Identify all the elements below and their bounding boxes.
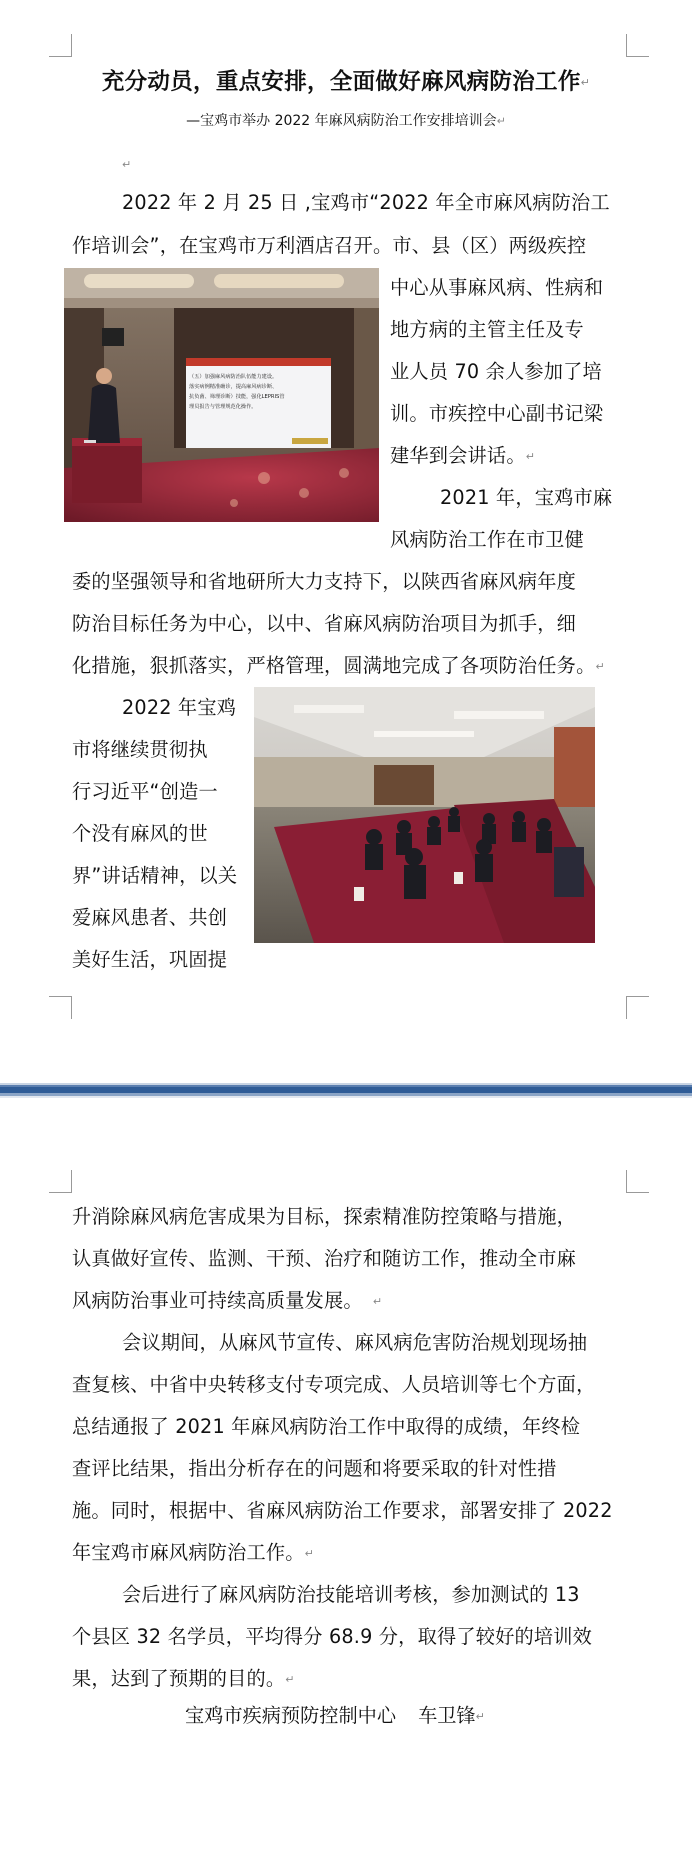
body-line: 风病防治工作在市卫健 — [390, 528, 584, 551]
paragraph-mark: ↵ — [525, 450, 536, 463]
body-line: 施。同时，根据中、省麻风病防治工作要求，部署安排了 2022 — [72, 1499, 613, 1522]
meeting-photo-speaker — [64, 268, 379, 522]
body-line: 果，达到了预期的目的。↵ — [72, 1667, 295, 1690]
paragraph-mark: ↵ — [304, 1547, 315, 1560]
signature-author: 车卫锋 — [418, 1704, 476, 1727]
paragraph-mark: ↵ — [475, 1710, 485, 1723]
paragraph-mark: ↵ — [372, 1295, 383, 1308]
body-line: 市将继续贯彻执 — [72, 738, 208, 761]
page-corner-mark — [49, 1170, 72, 1193]
body-line: 建华到会讲话。↵ — [390, 444, 536, 467]
body-line: 查复核、中省中央转移支付专项完成、人员培训等七个方面， — [72, 1373, 596, 1396]
body-line: 2022 年 2 月 25 日 ,宝鸡市“2022 年全市麻风病防治工 — [122, 191, 610, 214]
body-line: 会后进行了麻风病防治技能培训考核，参加测试的 13 — [122, 1583, 580, 1606]
body-line: 2021 年，宝鸡市麻 — [440, 486, 613, 509]
paragraph-mark: ↵ — [285, 1673, 295, 1686]
page-separator — [0, 1083, 692, 1098]
body-line: 化措施，狠抓落实，严格管理，圆满地完成了各项防治任务。↵ — [72, 654, 605, 677]
body-line: 升消除麻风病危害成果为目标，探索精准防控策略与措施， — [72, 1205, 577, 1228]
signature-org: 宝鸡市疾病预防控制中心 — [185, 1704, 397, 1727]
body-line: 查评比结果，指出分析存在的问题和将要采取的针对性措 — [72, 1457, 557, 1480]
body-line: 个没有麻风的世 — [72, 822, 208, 845]
body-line: 委的坚强领导和省地研所大力支持下，以陕西省麻风病年度 — [72, 570, 577, 593]
body-line: 业人员 70 余人参加了培 — [390, 360, 602, 383]
body-line: 个县区 32 名学员，平均得分 68.9 分，取得了较好的培训效 — [72, 1625, 593, 1648]
page-corner-mark — [626, 996, 649, 1019]
body-line: 地方病的主管主任及专 — [390, 318, 584, 341]
page-corner-mark — [49, 34, 72, 57]
slide-text-line: 理员报告与管理规范化操作。 — [189, 404, 257, 410]
paragraph-mark: ↵ — [122, 158, 132, 171]
body-line: 风病防治事业可持续高质量发展。 ↵ — [72, 1289, 383, 1312]
page-corner-mark — [626, 34, 649, 57]
body-line: 防治目标任务为中心，以中、省麻风病防治项目为抓手，细 — [72, 612, 577, 635]
document-subtitle: —宝鸡市举办 2022 年麻风病防治工作安排培训会↵ — [186, 113, 506, 129]
body-line: 中心从事麻风病、性病和 — [390, 276, 604, 299]
paragraph-mark: ↵ — [595, 660, 605, 673]
meeting-photo-audience — [254, 687, 595, 943]
paragraph-mark: ↵ — [580, 76, 591, 89]
body-line: 2022 年宝鸡 — [122, 696, 237, 719]
slide-text-line: 抗负菌、筛理诊断）技能，强化LEPRIS管 — [189, 394, 285, 400]
slide-text-line: 落实病例精准确诊，提高麻风病诊断、 — [189, 384, 278, 390]
signature-line — [185, 1702, 507, 1730]
body-line: 训。市疾控中心副书记梁 — [390, 402, 604, 425]
body-line: 界”讲话精神，以关 — [72, 864, 238, 887]
body-line: 作培训会”，在宝鸡市万利酒店召开。市、县（区）两级疾控 — [72, 234, 587, 257]
body-line: 爱麻风患者、共创 — [72, 906, 228, 929]
body-line: 年宝鸡市麻风病防治工作。↵ — [72, 1541, 315, 1564]
body-line: 认真做好宣传、监测、干预、治疗和随访工作，推动全市麻 — [72, 1247, 577, 1270]
page-corner-mark — [49, 996, 72, 1019]
document-title: 充分动员，重点安排，全面做好麻风病防治工作↵ — [101, 69, 591, 95]
body-line: 会议期间，从麻风节宣传、麻风病危害防治规划现场抽 — [122, 1331, 588, 1354]
body-line: 行习近平“创造一 — [72, 780, 218, 803]
body-line: 总结通报了 2021 年麻风病防治工作中取得的成绩，年终检 — [72, 1415, 581, 1438]
paragraph-mark: ↵ — [496, 114, 506, 128]
body-line: 美好生活，巩固提 — [72, 948, 228, 971]
page-corner-mark — [626, 1170, 649, 1193]
slide-text-line: （五）加强麻风病防治队伍能力建设。 — [189, 374, 278, 380]
